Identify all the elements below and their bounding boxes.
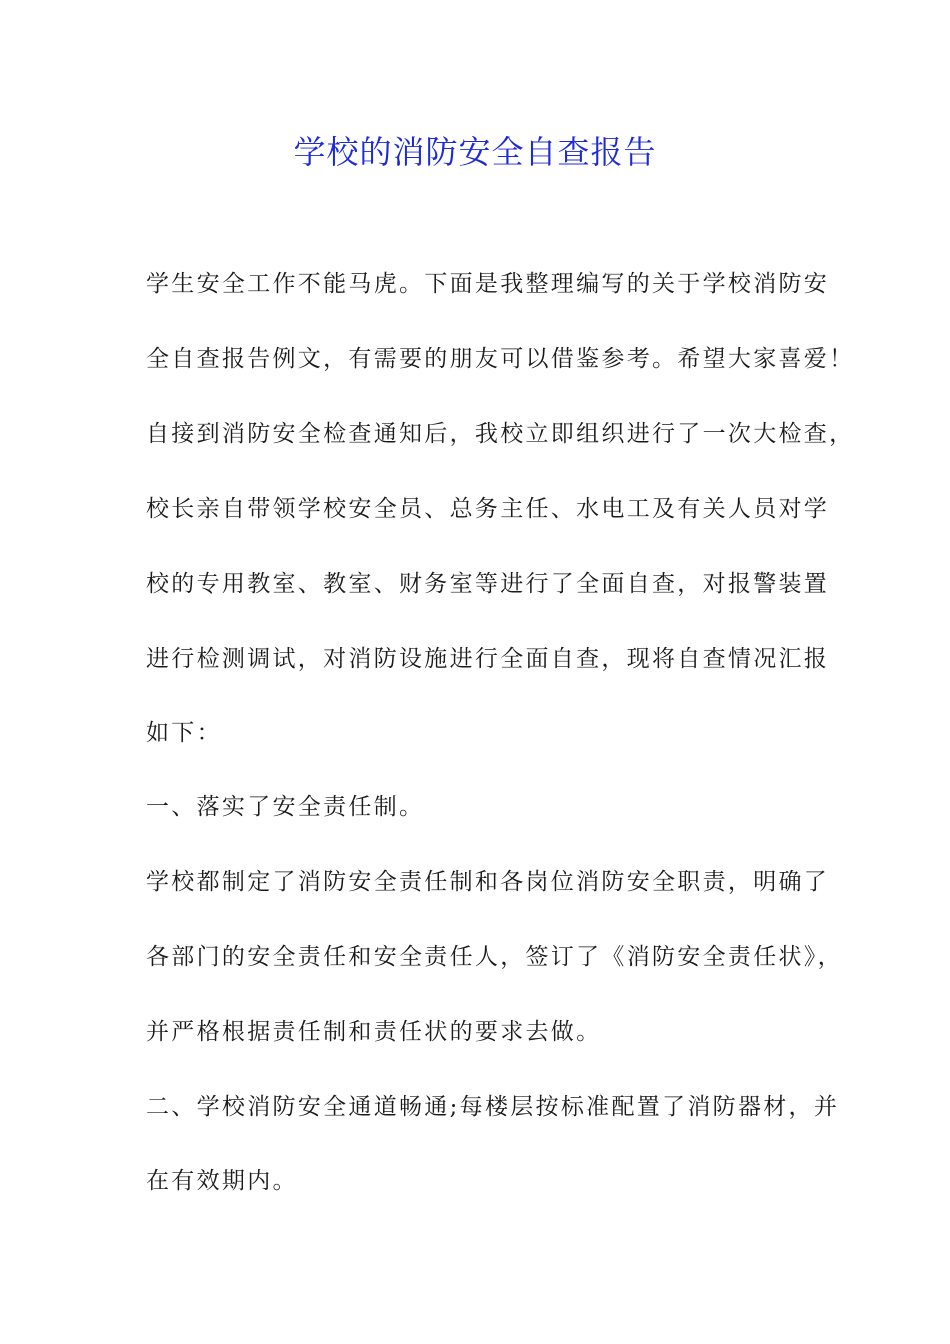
body-line-1: 学生安全工作不能马虎。下面是我整理编写的关于学校消防安 xyxy=(146,271,830,297)
body-line-2: 全自查报告例文，有需要的朋友可以借鉴参考。希望大家喜爱！ xyxy=(146,346,855,372)
body-line-13: 在有效期内。 xyxy=(146,1168,298,1194)
section-heading-1: 一、落实了安全责任制。 xyxy=(146,794,425,820)
document-title: 学校的消防安全自查报告 xyxy=(293,133,657,171)
body-line-7: 如下： xyxy=(146,720,222,746)
body-line-3: 自接到消防安全检查通知后，我校立即组织进行了一次大检查， xyxy=(146,421,855,447)
body-line-4: 校长亲自带领学校安全员、总务主任、水电工及有关人员对学 xyxy=(146,496,830,522)
body-line-6: 进行检测调试，对消防设施进行全面自查，现将自查情况汇报 xyxy=(146,646,830,672)
body-line-11: 并严格根据责任制和责任状的要求去做。 xyxy=(146,1019,602,1045)
section-heading-2: 二、学校消防安全通道畅通;每楼层按标准配置了消防器材，并 xyxy=(146,1094,840,1120)
body-line-9: 学校都制定了消防安全责任制和各岗位消防安全职责，明确了 xyxy=(146,869,830,895)
body-line-10: 各部门的安全责任和安全责任人，签订了《消防安全责任状》， xyxy=(146,944,843,970)
body-line-5: 校的专用教室、教室、财务室等进行了全面自查，对报警装置 xyxy=(146,571,830,597)
